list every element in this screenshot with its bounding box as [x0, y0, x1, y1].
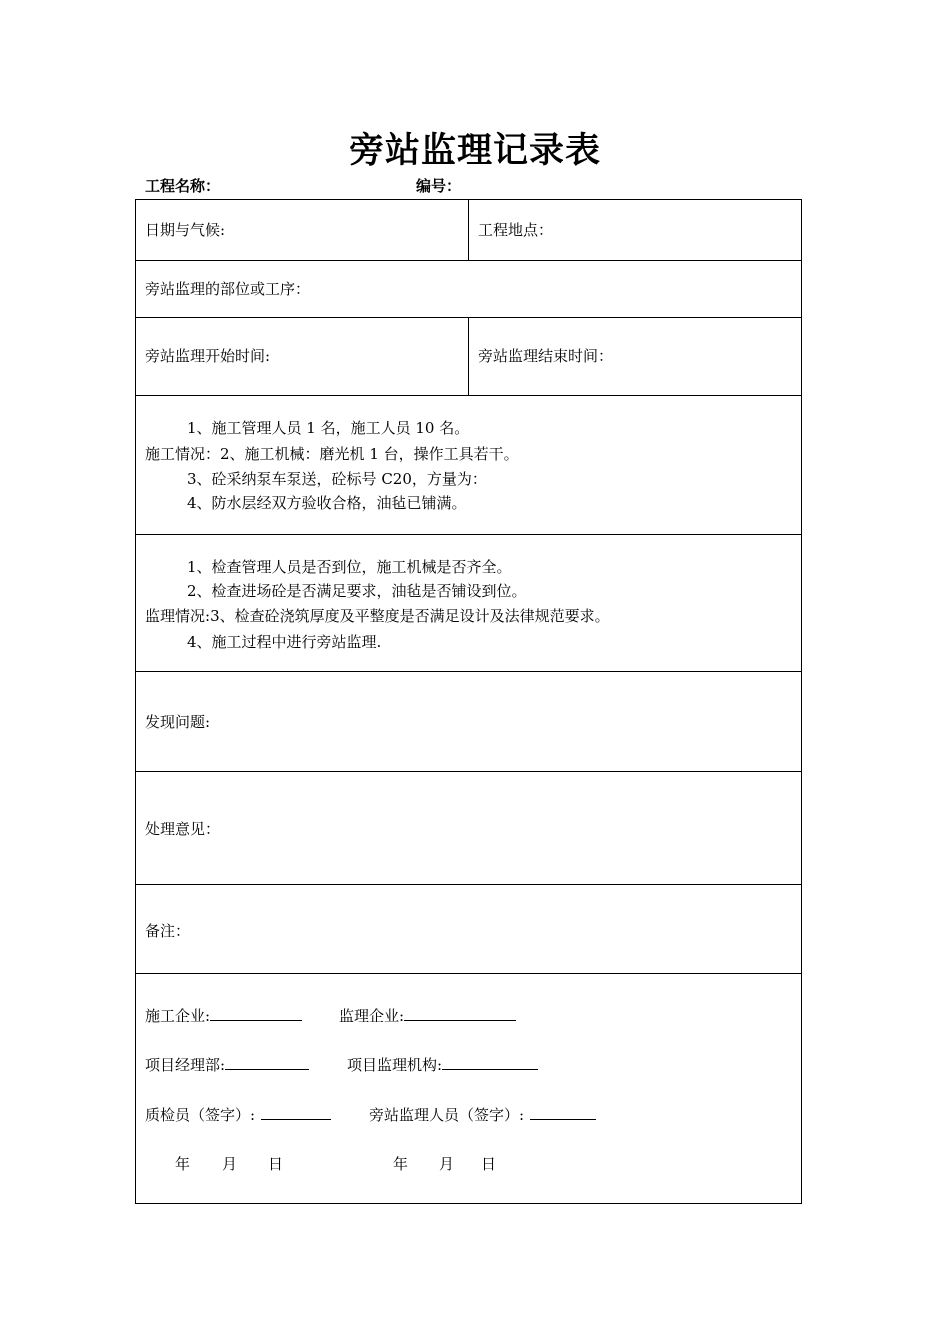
- construction-label: 施工情况：: [145, 445, 221, 463]
- start-time-field: 旁站监理开始时间:: [145, 347, 271, 365]
- remarks-field: 备注：: [145, 922, 191, 940]
- date-weather-field: 日期与气候:: [145, 221, 226, 239]
- supervision-item: 1、检查管理人员是否到位，施工机械是否齐全。: [187, 558, 512, 576]
- page-title: 旁站监理记录表: [348, 130, 601, 171]
- part-process-field: 旁站监理的部位或工序：: [145, 280, 311, 298]
- row-divider: [136, 534, 801, 535]
- construction-item: 3、砼采纳泵车泵送，砼标号 C20，方量为：: [187, 470, 487, 488]
- supervision-label: 监理情况:: [145, 607, 211, 625]
- supervision-company-label: 监理企业:: [339, 1007, 405, 1025]
- row-divider: [136, 671, 801, 672]
- signature-blank[interactable]: [210, 1005, 302, 1021]
- supervision-item: 2、检查进场砼是否满足要求，油毡是否铺设到位。: [187, 582, 527, 600]
- signature-blank[interactable]: [530, 1104, 596, 1120]
- row-divider: [136, 395, 801, 396]
- date-year: 年: [393, 1155, 409, 1173]
- date-year: 年: [175, 1155, 191, 1173]
- project-manager-sign: [145, 1054, 309, 1075]
- end-time-field: 旁站监理结束时间：: [478, 347, 614, 365]
- issues-field: 发现问题:: [145, 713, 211, 731]
- supervision-org-sign: [347, 1054, 538, 1075]
- supervision-item: 4、施工过程中进行旁站监理.: [187, 633, 382, 651]
- column-divider: [468, 200, 469, 260]
- supervision-org-label: 项目监理机构:: [347, 1056, 443, 1074]
- construction-line: [145, 444, 519, 464]
- construction-item: 1、施工管理人员 1 名，施工人员 10 名。: [187, 419, 470, 437]
- signature-blank[interactable]: [225, 1054, 309, 1070]
- construction-item: 2、施工机械：磨光机 1 台，操作工具若干。: [220, 445, 519, 463]
- opinion-field: 处理意见：: [145, 820, 221, 838]
- supervisor-sign: [369, 1104, 596, 1125]
- location-field: 工程地点：: [478, 221, 554, 239]
- column-divider: [468, 317, 469, 395]
- date-day: 日: [268, 1155, 284, 1173]
- supervisor-label: 旁站监理人员（签字）:: [369, 1106, 525, 1124]
- row-divider: [136, 973, 801, 974]
- supervision-company-sign: [339, 1005, 516, 1026]
- supervision-line: [145, 606, 610, 626]
- date-day: 日: [481, 1155, 497, 1173]
- row-divider: [136, 771, 801, 772]
- supervision-item: 3、检查砼浇筑厚度及平整度是否满足设计及法律规范要求。: [210, 607, 610, 625]
- construction-company-sign: [145, 1005, 302, 1026]
- record-table: [135, 199, 802, 1204]
- signature-blank[interactable]: [404, 1005, 516, 1021]
- inspector-label: 质检员（签字）:: [145, 1106, 256, 1124]
- project-manager-label: 项目经理部:: [145, 1056, 226, 1074]
- row-divider: [136, 884, 801, 885]
- project-name-label: 工程名称：: [145, 177, 221, 195]
- date-month: 月: [439, 1155, 455, 1173]
- signature-blank[interactable]: [442, 1054, 538, 1070]
- date-month: 月: [222, 1155, 238, 1173]
- row-divider: [136, 260, 801, 261]
- construction-item: 4、防水层经双方验收合格，油毡已铺满。: [187, 494, 467, 512]
- number-label: 编号：: [416, 177, 462, 195]
- inspector-sign: [145, 1104, 331, 1125]
- construction-company-label: 施工企业:: [145, 1007, 211, 1025]
- signature-blank[interactable]: [261, 1104, 331, 1120]
